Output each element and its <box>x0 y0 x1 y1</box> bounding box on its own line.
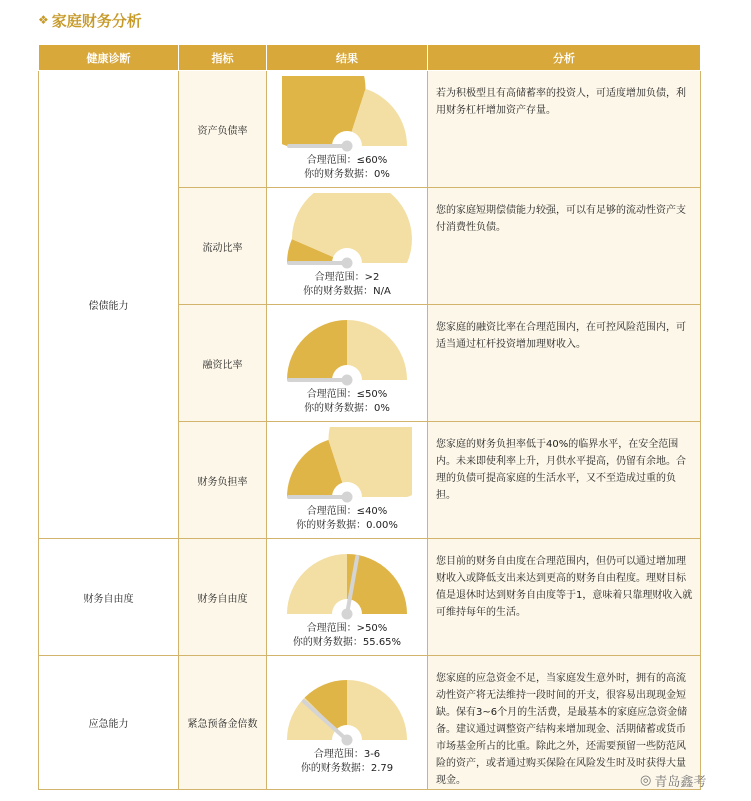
indicator-cell: 融资比率 <box>179 305 267 422</box>
gauge-range-label: 合理范围：≤40% <box>306 506 388 517</box>
gauge-pivot <box>342 258 353 269</box>
gauge-data-label: 你的财务数据：N/A <box>303 286 391 297</box>
result-cell <box>267 305 428 422</box>
gauge-data-label: 你的财务数据：55.65% <box>292 637 402 648</box>
gauge-data-label: 你的财务数据：0.00% <box>296 520 398 531</box>
table-row <box>39 656 701 790</box>
indicator-cell: 财务自由度 <box>179 539 267 656</box>
table-row <box>39 539 701 656</box>
result-cell <box>267 422 428 539</box>
gauge <box>267 670 427 776</box>
group-solvency: 偿债能力 <box>39 71 179 539</box>
group-emergency: 应急能力 <box>39 656 179 790</box>
gauge-range-label: 合理范围：3-6 <box>313 748 381 760</box>
analysis-cell: 您的家庭短期偿债能力较强，可以有足够的流动性资产支付消费性负债。 <box>428 188 701 305</box>
header-analysis: 分析 <box>428 45 701 71</box>
gauge-range-label: 合理范围：>2 <box>314 272 380 283</box>
indicator-cell: 流动比率 <box>179 188 267 305</box>
gauge-pivot <box>342 375 353 386</box>
group-freedom: 财务自由度 <box>39 539 179 656</box>
gauge <box>267 193 427 299</box>
gauge-range-label: 合理范围：≤60% <box>306 155 388 166</box>
gauge-pivot <box>342 609 353 620</box>
gauge-chart <box>282 544 412 622</box>
gauge-chart <box>282 310 412 388</box>
analysis-cell: 您目前的财务自由度在合理范围内，但仍可以通过增加理财收入或降低支出来达到更高的财务自由程度。理财目标值是退休时达到财务自由度等于1，意味着只靠理财收入就可维持每年的生活。 <box>428 539 701 656</box>
table-row <box>39 71 701 188</box>
gauge-data-label: 你的财务数据：0% <box>304 169 390 180</box>
gauge-data-label: 你的财务数据：0% <box>304 403 390 414</box>
gauge <box>267 544 427 650</box>
gauge-pivot <box>342 141 353 152</box>
gauge-pivot <box>342 734 353 745</box>
gauge-chart <box>282 427 412 505</box>
gauge <box>267 76 427 182</box>
header-result: 结果 <box>267 45 428 71</box>
page-title: ❖ 家庭财务分析 <box>38 11 142 30</box>
analysis-cell: 您家庭的融资比率在合理范围内，在可控风险范围内，可适当通过杠杆投资增加理财收入。 <box>428 305 701 422</box>
analysis-cell: 您家庭的财务负担率低于40%的临界水平，在安全范围内。未来即使利率上升，月供水平提高，仍留有余地。合理的负债可提高家庭的生活水平，又不至造成过重的负担。 <box>428 422 701 539</box>
gauge <box>267 310 427 416</box>
finance-table <box>38 44 701 790</box>
gauge-data-label: 你的财务数据：2.79 <box>300 762 394 774</box>
analysis-cell: 您家庭的应急资金不足，当家庭发生意外时，拥有的高流动性资产将无法维持一段时间的开支，很容易出现现金短缺。保有3~6个月的生活费，是最基本的家庭应急资金储备。建议通过调整资产结构来增加现金、活期储蓄或货币市场基金所占的比重。除此之外，还需要预留一些防范风险的资产，或者通过购买保险在风险发生时及时获得大量现金。 <box>428 656 701 790</box>
header-diagnosis: 健康诊断 <box>39 45 179 71</box>
indicator-cell: 资产负债率 <box>179 71 267 188</box>
indicator-cell: 财务负担率 <box>179 422 267 539</box>
analysis-cell: 若为积极型且有高储蓄率的投资人，可适度增加负债，利用财务杠杆增加资产存量。 <box>428 71 701 188</box>
gauge-range-label: 合理范围：>50% <box>306 623 388 634</box>
gauge-range-label: 合理范围：≤50% <box>306 389 388 400</box>
gauge-chart <box>282 670 412 748</box>
weibo-icon: ◎ <box>640 773 652 788</box>
diamond-icon: ❖ <box>38 13 48 27</box>
indicator-cell: 紧急预备金倍数 <box>179 656 267 790</box>
table-header <box>39 45 701 71</box>
result-cell <box>267 188 428 305</box>
gauge-pivot <box>342 492 353 503</box>
gauge-chart <box>282 193 412 271</box>
header-indicator: 指标 <box>179 45 267 71</box>
gauge-chart <box>282 76 412 154</box>
gauge <box>267 427 427 533</box>
watermark: ◎ 青岛鑫考 <box>640 773 707 790</box>
result-cell <box>267 656 428 790</box>
result-cell <box>267 539 428 656</box>
result-cell <box>267 71 428 188</box>
